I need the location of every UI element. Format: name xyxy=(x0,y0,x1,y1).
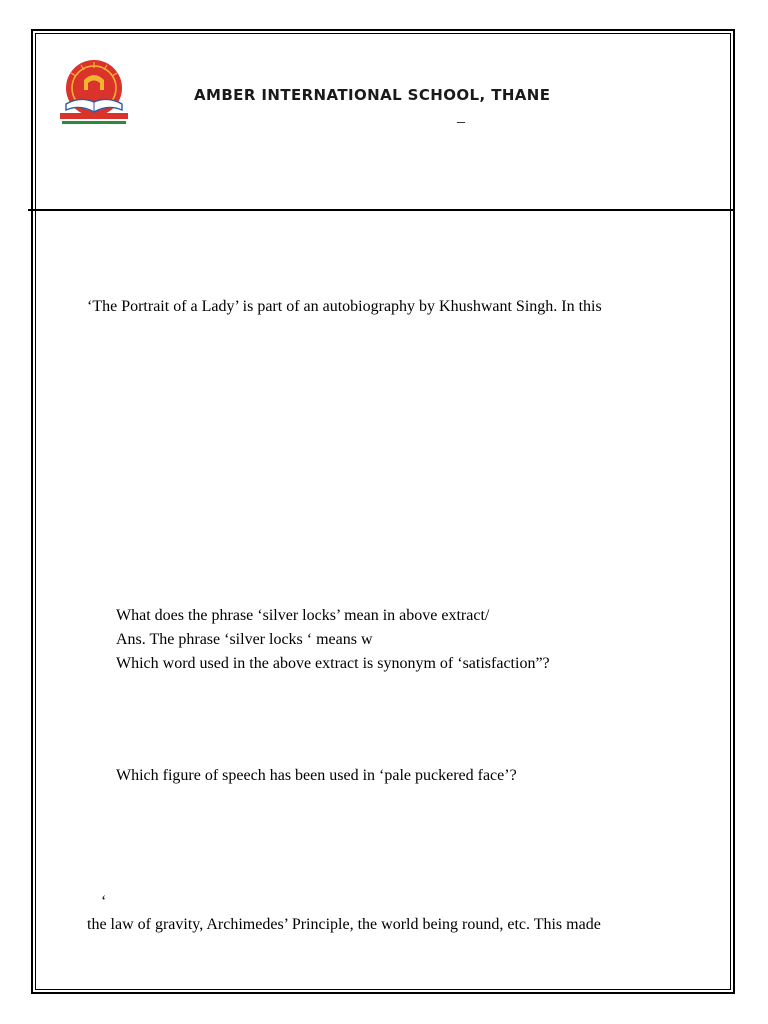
header-dash: _ xyxy=(457,108,465,125)
school-name: AMBER INTERNATIONAL SCHOOL, THANE xyxy=(194,86,551,104)
header-divider xyxy=(28,209,733,211)
question-3: Which figure of speech has been used in ‘pale puckered face’? xyxy=(116,767,517,784)
school-crest-logo-icon xyxy=(54,58,134,130)
intro-line: ‘The Portrait of a Lady’ is part of an autobiography by Khushwant Singh. In this xyxy=(87,298,602,315)
question-1: What does the phrase ‘silver locks’ mean in above extract/ xyxy=(116,607,490,624)
stray-quote: ‘ xyxy=(101,893,107,910)
question-2: Which word used in the above extract is synonym of ‘satisfaction”? xyxy=(116,655,550,672)
closing-line: the law of gravity, Archimedes’ Principle, the world being round, etc. This made xyxy=(87,916,601,933)
page-border-inner xyxy=(35,33,731,990)
answer-1: Ans. The phrase ‘silver locks ‘ means w xyxy=(116,631,373,648)
